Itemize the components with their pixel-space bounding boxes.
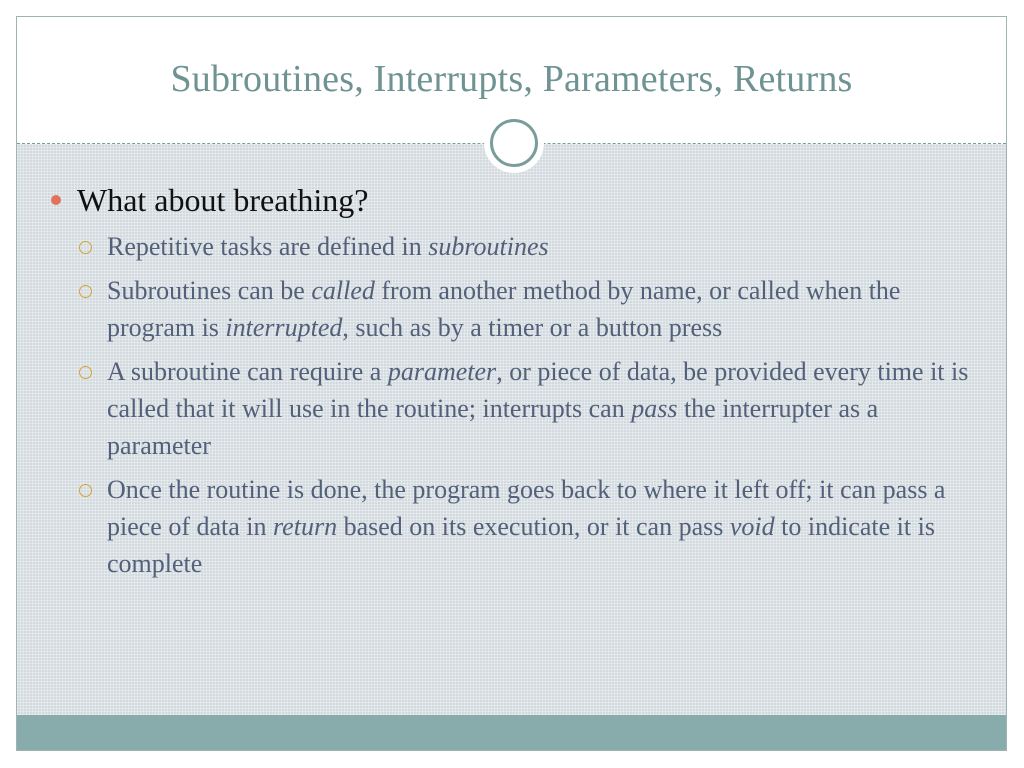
sub-bullet-text: Once the routine is done, the program goes back to where it left off; it can pass a piece of data in return based on its execution, or it can pass void to indicate it is complete (107, 475, 946, 578)
bullet-ring-icon (79, 241, 92, 254)
circle-ornament-icon (484, 113, 544, 173)
slide-title: Subroutines, Interrupts, Parameters, Returns (170, 58, 853, 100)
bullet-dot-icon (51, 195, 61, 205)
bullet-ring-icon (79, 366, 92, 379)
footer-bar (17, 715, 1006, 751)
slide (16, 16, 1007, 751)
sub-bullet-text: A subroutine can require a parameter, or piece of data, be provided every time it is called that it will use in the routine; interrupts can pass the interrupter as a parameter (107, 357, 969, 460)
circle-ornament-ring (490, 119, 538, 167)
bullet-ring-icon (79, 484, 92, 497)
sub-bullet (17, 272, 1006, 346)
sub-bullet-text: Repetitive tasks are defined in subroutines (107, 232, 549, 261)
bullet-ring-icon (79, 285, 92, 298)
sub-bullet-text: Subroutines can be called from another method by name, or called when the program is interrupted, such as by a timer or a button press (107, 276, 901, 342)
main-bullet-text: What about breathing? (77, 182, 369, 218)
sub-bullet (17, 228, 1006, 265)
main-bullet (17, 180, 1006, 220)
bullet-list (17, 180, 1006, 589)
sub-bullet (17, 471, 1006, 582)
sub-bullet (17, 353, 1006, 464)
